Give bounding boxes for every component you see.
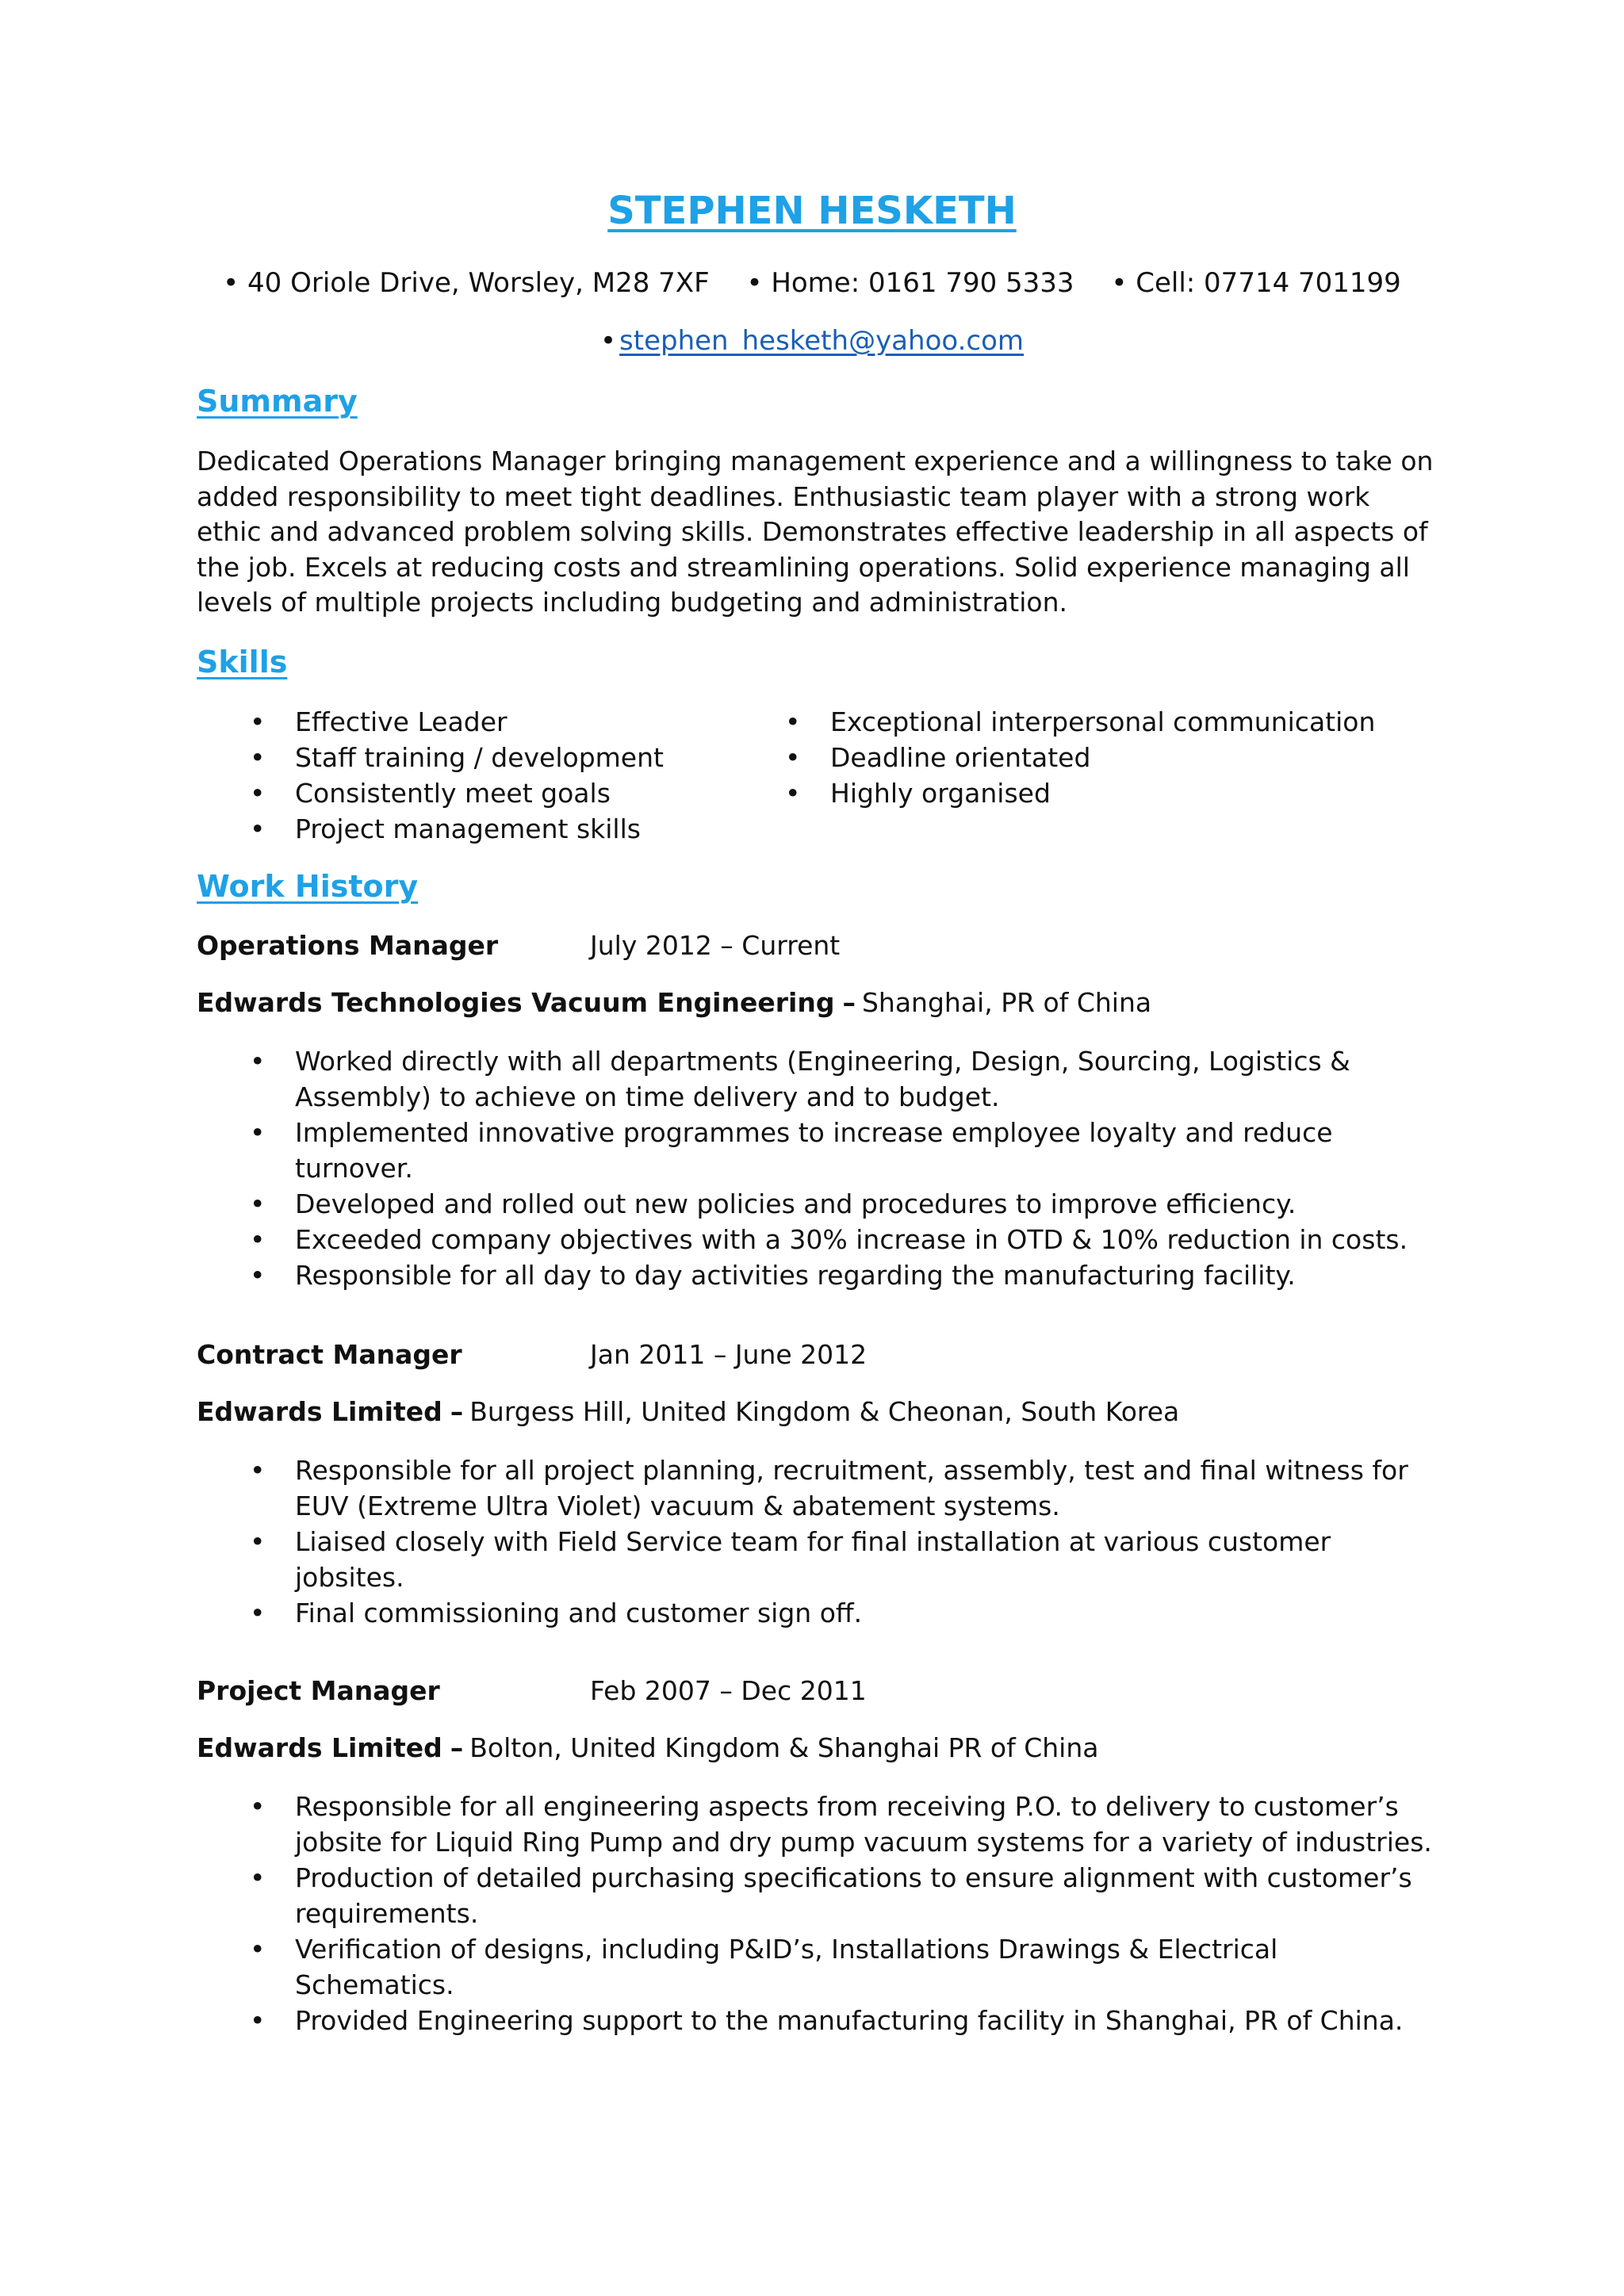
job-bullet: • Final commissioning and customer sign off. bbox=[250, 1595, 1439, 1631]
job-title: Operations Manager bbox=[197, 930, 499, 961]
job-bullets bbox=[250, 1452, 1439, 1631]
job-dates: Feb 2007 – Dec 2011 bbox=[590, 1675, 867, 1706]
job-bullet: • Verification of designs, including P&ID’s, Installations Drawings & Electrical Schematics. bbox=[250, 1931, 1439, 2003]
job-dates: Jan 2011 – June 2012 bbox=[590, 1339, 868, 1370]
company-row bbox=[197, 1732, 1099, 1763]
company-separator: – bbox=[842, 987, 856, 1018]
skill-item: • Project management skills bbox=[250, 811, 664, 847]
skill-item: • Highly organised bbox=[785, 775, 1375, 811]
contact-info bbox=[0, 267, 1624, 299]
summary-heading: Summary bbox=[197, 384, 358, 419]
job-bullet: • Developed and rolled out new policies and procedures to improve efficiency. bbox=[250, 1186, 1439, 1222]
skills-list-right bbox=[785, 704, 1375, 811]
job-bullet: • Responsible for all day to day activities regarding the manufacturing facility. bbox=[250, 1257, 1439, 1293]
company-separator: – bbox=[450, 1732, 464, 1763]
company-row bbox=[197, 987, 1151, 1018]
email-link[interactable]: stephen_hesketh@yahoo.com bbox=[619, 325, 1024, 357]
candidate-name: STEPHEN HESKETH bbox=[607, 189, 1017, 233]
job-bullet: • Responsible for all engineering aspects from receiving P.O. to delivery to customer’s jobsite for Liquid Ring Pump and dry pump vacuum systems for a variety of industries. bbox=[250, 1789, 1439, 1860]
job-bullet: • Implemented innovative programmes to increase employee loyalty and reduce turnover. bbox=[250, 1115, 1439, 1186]
job-title: Contract Manager bbox=[197, 1339, 462, 1370]
skill-item: • Consistently meet goals bbox=[250, 775, 664, 811]
job-bullet: • Worked directly with all departments (Engineering, Design, Sourcing, Logistics & Assembly) to achieve on time delivery and to budget. bbox=[250, 1043, 1439, 1115]
skill-item: • Effective Leader bbox=[250, 704, 664, 740]
job-bullet: • Provided Engineering support to the manufacturing facility in Shanghai, PR of China. bbox=[250, 2003, 1439, 2038]
address: • 40 Oriole Drive, Worsley, M28 7XF bbox=[223, 267, 710, 299]
email-bullet: • bbox=[599, 325, 617, 357]
job-bullet: • Exceeded company objectives with a 30% increase in OTD & 10% reduction in costs. bbox=[250, 1222, 1439, 1257]
company-name: Edwards Technologies Vacuum Engineering bbox=[197, 987, 835, 1018]
company-location: Bolton, United Kingdom & Shanghai PR of China bbox=[469, 1732, 1099, 1763]
skill-item: • Exceptional interpersonal communication bbox=[785, 704, 1375, 740]
email-line bbox=[0, 325, 1624, 357]
company-separator: – bbox=[450, 1396, 464, 1427]
cell-phone: • Cell: 07714 701199 bbox=[1111, 267, 1401, 299]
skills-heading: Skills bbox=[197, 645, 288, 679]
company-location: Burgess Hill, United Kingdom & Cheonan, South Korea bbox=[469, 1396, 1180, 1427]
job-bullet: • Production of detailed purchasing specifications to ensure alignment with customer’s requirements. bbox=[250, 1860, 1439, 1931]
company-name: Edwards Limited bbox=[197, 1732, 442, 1763]
skill-item: • Staff training / development bbox=[250, 740, 664, 775]
job-bullet: • Responsible for all project planning, recruitment, assembly, test and final witness for EUV (Extreme Ultra Violet) vacuum & abatement systems. bbox=[250, 1452, 1439, 1524]
company-location: Shanghai, PR of China bbox=[861, 987, 1152, 1018]
job-bullets bbox=[250, 1043, 1439, 1293]
job-dates: July 2012 – Current bbox=[590, 930, 841, 961]
skill-item: • Deadline orientated bbox=[785, 740, 1375, 775]
summary-text: Dedicated Operations Manager bringing management experience and a willingness to take on added responsibility to meet tight deadlines. Enthusiastic team player with a strong work ethic and advanced problem solving skills. Demonstrates effective leadership in all aspects of the job. Excels at reducing costs and streamlining operations. Solid experience managing all levels of multiple projects including budgeting and administration. bbox=[197, 446, 1434, 618]
work-history-heading: Work History bbox=[197, 869, 419, 904]
job-title: Project Manager bbox=[197, 1675, 440, 1706]
company-row bbox=[197, 1396, 1179, 1427]
company-name: Edwards Limited bbox=[197, 1396, 442, 1427]
home-phone: • Home: 0161 790 5333 bbox=[746, 267, 1074, 299]
job-bullets bbox=[250, 1789, 1439, 2038]
skills-list-left bbox=[250, 704, 664, 847]
job-bullet: • Liaised closely with Field Service team for final installation at various customer jobsites. bbox=[250, 1524, 1439, 1595]
